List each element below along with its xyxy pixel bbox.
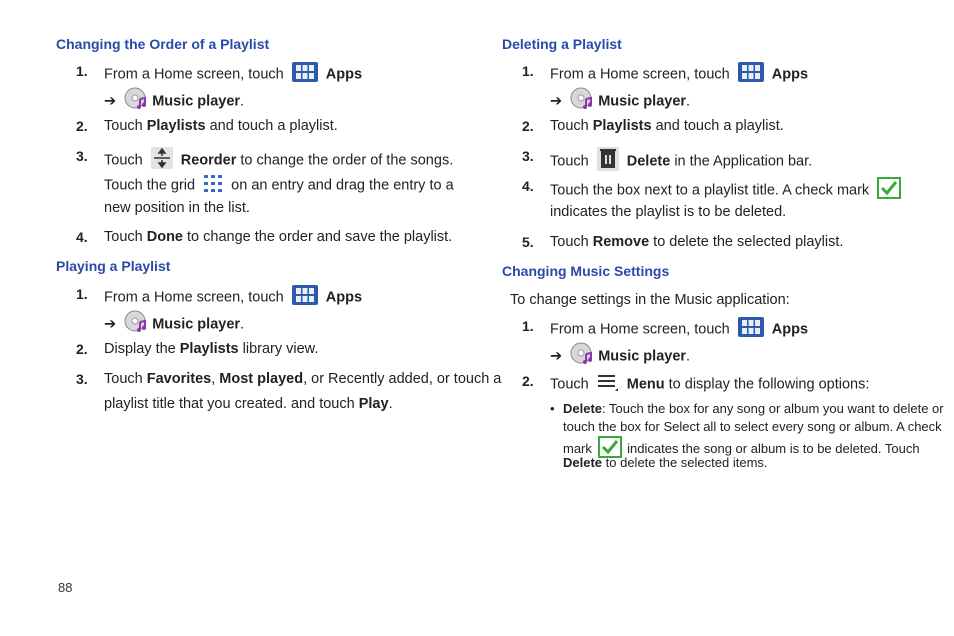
step-text-continued: playlist title that you created. and touch Play. xyxy=(104,396,393,412)
step-text-continued: Touch the grid on an entry and drag the entry to a xyxy=(104,173,454,198)
step-text: Touch Favorites, Most played, or Recently added, or touch a xyxy=(104,371,502,387)
music-player-icon xyxy=(124,87,148,116)
section-heading-playing: Playing a Playlist xyxy=(56,258,171,274)
step-text: Touch the box next to a playlist title. A check mark xyxy=(550,177,905,204)
step-number: 3. xyxy=(76,371,88,387)
step-number: 2. xyxy=(522,118,534,134)
step-text: Touch Playlists and touch a playlist. xyxy=(104,118,338,134)
step-text-continued: ➔ Music player. xyxy=(104,87,244,116)
step-text-continued: ➔ Music player. xyxy=(550,342,690,371)
step-text: Touch Done to change the order and save the playlist. xyxy=(104,229,453,245)
grid-icon xyxy=(203,173,223,198)
step-text: Touch Menu to display the following options: xyxy=(550,372,869,397)
menu-icon xyxy=(597,372,619,397)
music-player-icon xyxy=(124,310,148,339)
page-number: 88 xyxy=(58,580,73,595)
section-heading-change-order: Changing the Order of a Playlist xyxy=(56,36,270,52)
step-number: 4. xyxy=(76,229,88,245)
step-text: Touch Reorder to change the order of the songs. xyxy=(104,147,453,174)
apps-icon xyxy=(738,317,764,342)
step-number: 4. xyxy=(522,178,534,194)
step-number: 1. xyxy=(76,286,88,302)
bullet-text-continued: touch the box for Select all to select every song or album. A check xyxy=(563,419,942,434)
step-number: 3. xyxy=(522,148,534,164)
step-text: Touch Playlists and touch a playlist. xyxy=(550,118,784,134)
step-number: 5. xyxy=(522,234,534,250)
step-text-continued: indicates the playlist is to be deleted. xyxy=(550,204,787,220)
apps-icon xyxy=(292,285,318,310)
step-text: From a Home screen, touch Apps xyxy=(104,62,362,87)
step-text-continued: ➔ Music player. xyxy=(550,87,690,116)
step-text: From a Home screen, touch Apps xyxy=(550,317,808,342)
reorder-icon xyxy=(151,147,173,174)
step-text: Display the Playlists library view. xyxy=(104,341,319,357)
section-heading-settings: Changing Music Settings xyxy=(502,263,670,279)
bullet-marker: • xyxy=(550,401,555,416)
step-number: 3. xyxy=(76,148,88,164)
step-text: From a Home screen, touch Apps xyxy=(104,285,362,310)
step-text-continued: new position in the list. xyxy=(104,200,250,216)
step-number: 1. xyxy=(522,63,534,79)
trash-icon xyxy=(597,147,619,176)
intro-text: To change settings in the Music application: xyxy=(510,292,790,308)
check-mark-icon xyxy=(877,177,901,204)
step-text: From a Home screen, touch Apps xyxy=(550,62,808,87)
bullet-text-continued: mark indicates the song or album is to be deleted. Touch xyxy=(563,436,920,463)
step-number: 2. xyxy=(522,373,534,389)
apps-icon xyxy=(292,62,318,87)
step-text: Touch Delete in the Application bar. xyxy=(550,147,812,176)
step-number: 1. xyxy=(76,63,88,79)
step-text: Touch Remove to delete the selected playlist. xyxy=(550,234,844,250)
music-player-icon xyxy=(570,342,594,371)
step-number: 2. xyxy=(76,341,88,357)
step-number: 2. xyxy=(76,118,88,134)
apps-icon xyxy=(738,62,764,87)
bullet-text-continued: Delete to delete the selected items. xyxy=(563,455,768,470)
section-heading-deleting: Deleting a Playlist xyxy=(502,36,622,52)
step-text-continued: ➔ Music player. xyxy=(104,310,244,339)
bullet-text: Delete: Touch the box for any song or album you want to delete or xyxy=(563,401,944,416)
music-player-icon xyxy=(570,87,594,116)
step-number: 1. xyxy=(522,318,534,334)
